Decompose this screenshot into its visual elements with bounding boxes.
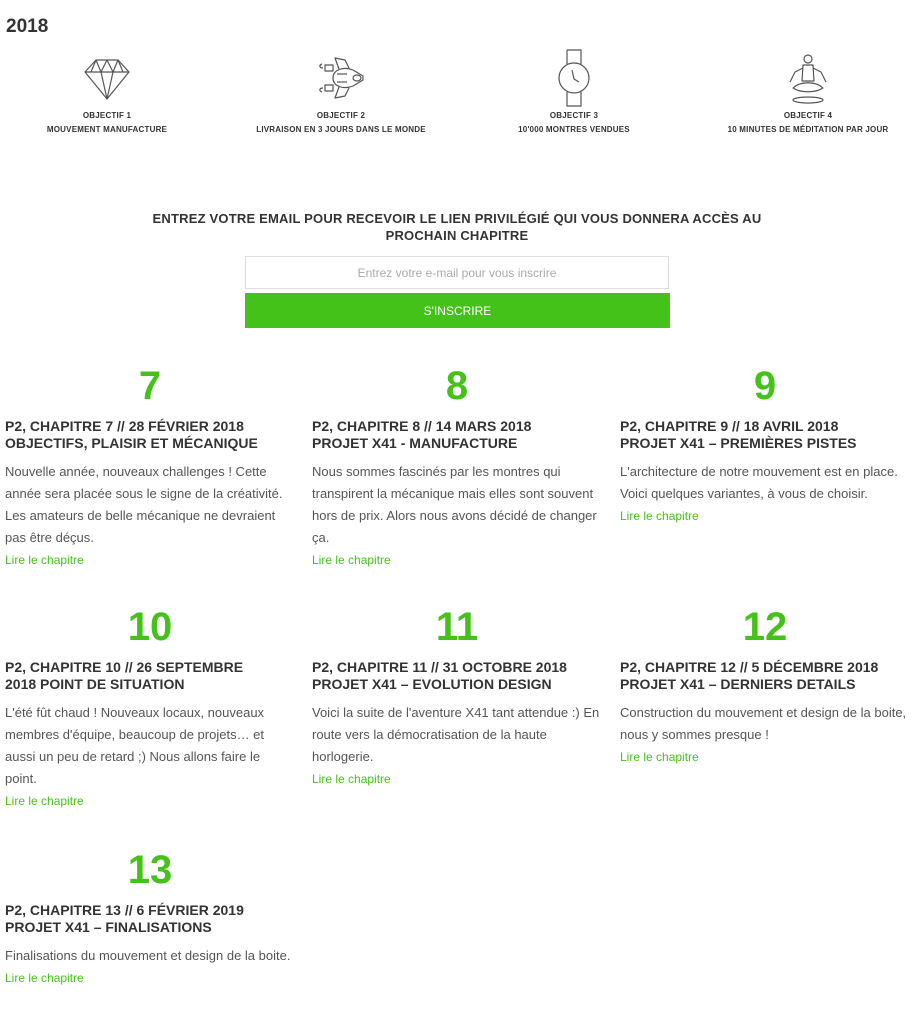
chapter-card <box>620 366 910 527</box>
read-chapter-link[interactable]: Lire le chapitre <box>5 971 84 985</box>
chapter-number: 9 <box>753 364 777 408</box>
read-chapter-link[interactable]: Lire le chapitre <box>312 553 391 567</box>
chapter-number: 13 <box>127 848 173 892</box>
objective-desc: MOUVEMENT MANUFACTURE <box>46 125 168 134</box>
chapter-title <box>5 418 295 452</box>
chapter-number: 8 <box>445 364 469 408</box>
chapter-number: 11 <box>435 605 479 649</box>
chapter-description: Nous sommes fascinés par les montres qui transpirent la mécanique mais elles sont souvent hors de prix. Alors nous avons décidé de changer ça. <box>312 464 597 545</box>
chapter-description: L'architecture de notre mouvement est en place. Voici quelques variantes, à vous de choisir. <box>620 464 898 501</box>
chapter-title-line-2: PROJET X41 – PREMIÈRES PISTES <box>620 435 857 451</box>
chapter-title-line-2: PROJET X41 – DERNIERS DETAILS <box>620 676 856 692</box>
chapter-title-line-2: PROJET X41 – EVOLUTION DESIGN <box>312 676 552 692</box>
signup-heading-line-2: PROCHAIN CHAPITRE <box>385 228 529 243</box>
chapter-title-line-1: P2, CHAPITRE 12 // 5 DÉCEMBRE 2018 <box>620 659 879 675</box>
read-chapter-link[interactable]: Lire le chapitre <box>620 509 699 523</box>
chapter-card <box>620 607 910 768</box>
signup-heading <box>120 210 794 244</box>
meditation-icon <box>778 48 838 108</box>
objective-desc: 10'000 MONTRES VENDUES <box>518 125 630 134</box>
subscribe-button[interactable]: S'INSCRIRE <box>245 293 670 328</box>
watch-icon <box>544 48 604 108</box>
year-heading: 2018 <box>6 16 49 37</box>
chapter-title-line-2: PROJET X41 – FINALISATIONS <box>5 919 212 935</box>
chapter-title <box>620 418 910 452</box>
read-chapter-link[interactable]: Lire le chapitre <box>620 750 699 764</box>
objective-3 <box>454 48 694 134</box>
objective-title: OBJECTIF 3 <box>549 111 599 120</box>
chapter-title-line-1: P2, CHAPITRE 8 // 14 MARS 2018 <box>312 418 532 434</box>
read-chapter-link[interactable]: Lire le chapitre <box>5 553 84 567</box>
objective-desc: LIVRAISON EN 3 JOURS DANS LE MONDE <box>256 125 426 134</box>
spaceship-icon <box>311 48 371 108</box>
chapter-title <box>5 659 295 693</box>
signup-heading-line-1: ENTREZ VOTRE EMAIL POUR RECEVOIR LE LIEN PRIVILÉGIÉ QUI VOUS DONNERA ACCÈS AU <box>152 211 762 226</box>
chapter-title <box>5 902 295 936</box>
chapter-title <box>312 659 602 693</box>
objective-title: OBJECTIF 2 <box>316 111 366 120</box>
chapter-card <box>5 850 295 989</box>
chapter-description: Finalisations du mouvement et design de la boite. <box>5 948 291 963</box>
objective-1 <box>0 48 227 134</box>
objective-title: OBJECTIF 4 <box>783 111 833 120</box>
diamond-icon <box>77 48 137 108</box>
chapter-title-line-1: P2, CHAPITRE 10 // 26 SEPTEMBRE <box>5 659 244 675</box>
email-input[interactable] <box>245 256 669 289</box>
objective-4 <box>688 48 914 134</box>
chapter-description: L'été fût chaud ! Nouveaux locaux, nouveaux membres d'équipe, beaucoup de projets… et aussi un peu de retard ;) Nous allons faire le point. <box>5 705 265 786</box>
chapter-card <box>312 607 602 790</box>
chapter-title-line-1: P2, CHAPITRE 11 // 31 OCTOBRE 2018 <box>312 659 567 675</box>
chapter-title-line-1: P2, CHAPITRE 9 // 18 AVRIL 2018 <box>620 418 839 434</box>
chapter-description: Construction du mouvement et design de la boite, nous y sommes presque ! <box>620 705 907 742</box>
chapter-number: 10 <box>127 605 173 649</box>
chapter-title-line-1: P2, CHAPITRE 13 // 6 FÉVRIER 2019 <box>5 902 244 918</box>
chapter-description: Voici la suite de l'aventure X41 tant attendue :) En route vers la démocratisation de la haute horlogerie. <box>312 705 600 764</box>
objective-desc: 10 MINUTES DE MÉDITATION PAR JOUR <box>727 125 889 134</box>
read-chapter-link[interactable]: Lire le chapitre <box>312 772 391 786</box>
chapter-title <box>312 418 602 452</box>
chapter-description: Nouvelle année, nouveaux challenges ! Cette année sera placée sous le signe de la créativité. Les amateurs de belle mécanique ne devraient pas être déçus. <box>5 464 283 545</box>
read-chapter-link[interactable]: Lire le chapitre <box>5 794 84 808</box>
chapter-card <box>312 366 602 571</box>
chapter-title-line-2: PROJET X41 - MANUFACTURE <box>312 435 518 451</box>
objective-title: OBJECTIF 1 <box>82 111 132 120</box>
chapter-number: 12 <box>742 605 788 649</box>
chapter-title-line-1: P2, CHAPITRE 7 // 28 FÉVRIER 2018 <box>5 418 244 434</box>
chapter-card <box>5 366 295 571</box>
chapter-title <box>620 659 910 693</box>
objective-2 <box>221 48 461 134</box>
chapter-number: 7 <box>138 364 162 408</box>
objectives-row <box>0 48 914 148</box>
chapter-card <box>5 607 295 812</box>
chapter-title-line-2: 2018 POINT DE SITUATION <box>5 676 185 692</box>
chapter-title-line-2: OBJECTIFS, PLAISIR ET MÉCANIQUE <box>5 435 258 451</box>
